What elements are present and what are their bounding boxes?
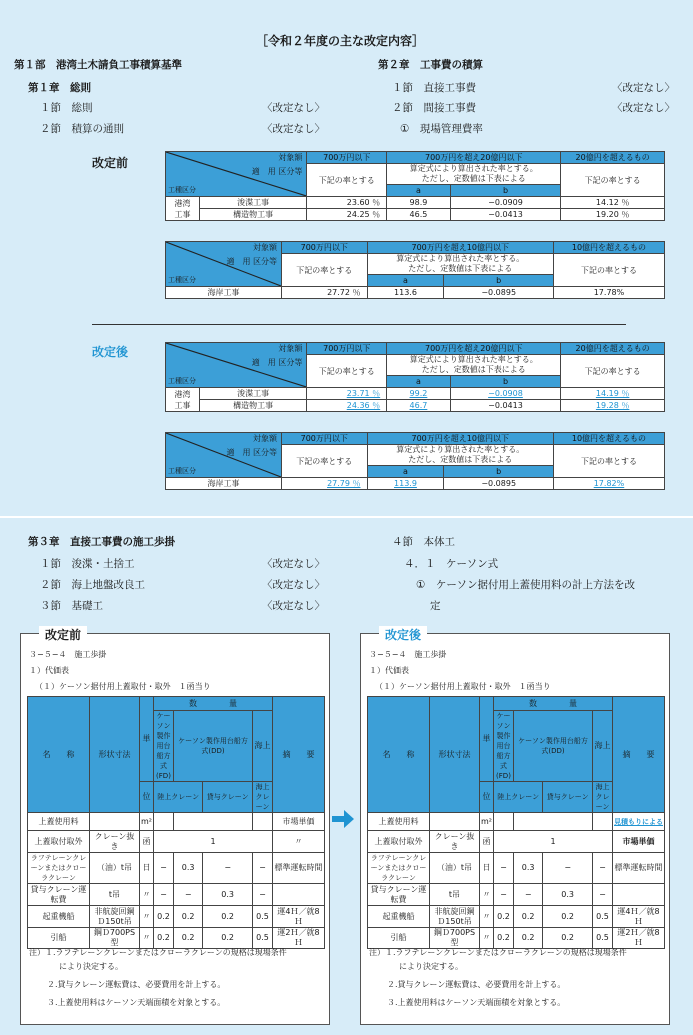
table-cell: 99.2 [387,388,451,400]
table-cell: 対象額 [278,344,303,353]
table-cell: 0.3 [543,884,593,906]
table-cell: 工種区分 [168,377,196,385]
table-cell: 位 [140,782,154,813]
table-cell: 起重機船 [368,906,430,928]
table-cell: 700万円を超え20億円以下 [387,343,561,355]
table-cell: 0.5 [253,928,273,949]
table-cell: 19.28 ％ [561,400,665,412]
table-cell: −0.0895 [444,478,554,490]
table-cell: 構造物工事 [200,400,307,412]
table-cell: 0.2 [203,906,253,928]
table-cell [514,813,593,831]
table-cell: 適 用 区分等 [251,358,303,367]
table-cell: 単 [480,697,494,782]
ch2-section-1: １節 直接工事費 [392,82,476,94]
section-1: １節 総則 [40,102,93,114]
table-cell: 0.2 [514,928,543,949]
table-cell: 0.3 [203,884,253,906]
ch3-section-3-status: 〈改定なし〉 [262,600,325,612]
table-cell: − [593,853,613,884]
table-cell: 17.78% [553,287,664,299]
table-cell: 1 [154,831,273,853]
table-cell: 陸上クレーン [494,782,543,813]
table-cell: − [253,853,273,884]
page-title: ［令和２年度の主な改定内容］ [256,34,425,48]
table-cell: 0.5 [593,928,613,949]
panel-code: ３−５−４ 施工歩掛 [369,650,447,659]
table-cell: − [494,884,514,906]
panel-after [360,628,670,1025]
table-cell: 工種区分 [168,467,196,475]
table-cell: 適 用 区分等 [226,257,277,266]
table-cell: 113.6 [367,287,444,299]
table-cell: 算定式により算出された率とする。 ただし、定数値は下表による [387,355,561,376]
table-cell: 27.72 ％ [282,287,368,299]
table-cell: ケーソン製作用台船方式(FD) [154,711,174,782]
cost-table-after [367,696,665,949]
table-cell: 対象額 [253,434,277,443]
table-cell: b [444,275,554,287]
table-cell: − [543,853,593,884]
table-cell [430,813,480,831]
table-cell: 非航旋回鋼Ｄ150t吊 [90,906,140,928]
table-cell: 形状寸法 [430,697,480,813]
section-separator [0,516,693,518]
table-cell: 日 [480,853,494,884]
table-cell: 対象額 [278,153,303,162]
rate-table-corner [166,242,282,287]
footnote-3: ３.上蓋使用料はケーソン天端面積を対象とする。 [47,998,226,1007]
footnote-1: 注）１.ラフテレーンクレーンまたはクローラクレーンの規格は現場条件 [369,948,627,957]
table-cell: 適 用 区分等 [226,448,277,457]
table-cell: − [154,884,174,906]
before-label: 改定前 [92,156,129,170]
table-cell: 函 [480,831,494,853]
table-cell: 〃 [273,831,325,853]
table-cell: 98.9 [387,197,451,209]
table-cell: 鋼Ｄ700PS型 [90,928,140,949]
table-cell: 17.82% [553,478,664,490]
table-cell: 構造物工事 [200,209,307,221]
table-cell: 23.71 ％ [307,388,387,400]
table-cell: 算定式により算出された率とする。 ただし、定数値は下表による [387,164,561,185]
ch2-section-1-status: 〈改定なし〉 [612,82,675,94]
part1-title: 第１部 港湾土木請負工事積算基準 [14,59,182,71]
table-cell: 46.7 [387,400,451,412]
table-cell: 24.36 ％ [307,400,387,412]
table-cell: 0.5 [253,906,273,928]
table-cell: a [367,466,444,478]
panel-before-title: 改定前 [39,626,87,643]
after-label: 改定後 [92,345,129,359]
table-cell: − [154,853,174,884]
table-cell: − [174,884,203,906]
table-cell: 見積もりによる [613,813,665,831]
table-cell: 27.79 ％ [282,478,368,490]
ch3-section-2-status: 〈改定なし〉 [262,579,325,591]
table-cell [273,884,325,906]
table-cell: 引船 [368,928,430,949]
table-cell: 20億円を超えるもの [561,152,665,164]
table-cell: ケーソン製作用台船方式(DD) [514,711,593,782]
table-cell: m² [140,813,154,831]
table-cell: 下記の率とする [282,254,368,287]
table-cell: 貸与クレーン運転費 [28,884,90,906]
table-cell: 浚渫工事 [200,197,307,209]
table-cell: 起重機船 [28,906,90,928]
table-cell: 10億円を超えるもの [553,242,664,254]
table-cell: 上蓋使用料 [28,813,90,831]
chapter1-title: 第１章 総則 [28,82,91,94]
panel-sub2: （１）ケーソン据付用上蓋取付・取外 １函当り [35,682,211,691]
table-cell: 海上クレーン [253,782,273,813]
table-cell: 14.12 ％ [561,197,665,209]
table-cell: b [444,466,554,478]
ch3-section-1-status: 〈改定なし〉 [262,558,325,570]
section-1-status: 〈改定なし〉 [262,102,325,114]
table-cell: 23.60 ％ [307,197,387,209]
table-cell: 〃 [140,884,154,906]
table-cell: 引船 [28,928,90,949]
table-cell: − [593,884,613,906]
table-cell: 非航旋回鋼Ｄ150t吊 [430,906,480,928]
table-cell: 貸与クレーン運転費 [368,884,430,906]
table-cell: 名 称 [28,697,90,813]
footnote-1b: により決定する。 [399,962,463,971]
rate-table-corner [166,152,307,197]
table-cell: 日 [140,853,154,884]
footnote-1: 注）１.ラフテレーンクレーンまたはクローラクレーンの規格は現場条件 [29,948,287,957]
table-cell: − [514,884,543,906]
panel-sub1: １）代価表 [369,666,409,675]
table-cell: 〃 [140,928,154,949]
footnote-2: ２.貸与クレーン運転費は、必要費用を計上する。 [47,980,226,989]
table-cell: 0.2 [543,928,593,949]
table-cell: t吊 [430,884,480,906]
table-cell: 海岸工事 [166,287,282,299]
table-cell: 0.3 [514,853,543,884]
table-cell: 〃 [480,928,494,949]
table-cell: 0.2 [494,928,514,949]
table-cell: 下記の率とする [282,445,368,478]
table-cell: 陸上クレーン [154,782,203,813]
table-cell: 対象額 [253,243,277,252]
table-cell: 700万円以下 [282,242,368,254]
table-cell: 港湾 工事 [166,388,200,412]
table-cell: −0.0908 [450,388,561,400]
table-cell: 名 称 [368,697,430,813]
table-cell: クレーン抜き [90,831,140,853]
table-cell: 函 [140,831,154,853]
divider [92,324,626,325]
ch2-item-1: ① 現場管理費率 [400,123,483,135]
section-2-status: 〈改定なし〉 [262,123,325,135]
table-cell: 0.2 [154,928,174,949]
table-cell: 運4Ｈ／就8Ｈ [273,906,325,928]
table-cell: a [387,185,451,197]
table-cell: 貸与クレーン [543,782,593,813]
ch3-section-2: ２節 海上地盤改良工 [40,579,145,591]
table-cell: m² [480,813,494,831]
table-cell: 形状寸法 [90,697,140,813]
table-cell: 下記の率とする [561,164,665,197]
ch3-section-1: １節 浚渫・土捨工 [40,558,135,570]
panel-sub2: （１）ケーソン据付用上蓋取付・取外 １函当り [375,682,551,691]
table-cell: b [450,185,561,197]
ch3-item-1: ① ケーソン据付用上蓋使用料の計上方法を改 [416,579,635,591]
table-cell: 0.2 [494,906,514,928]
table-cell: a [367,275,444,287]
table-cell [174,813,253,831]
table-cell [253,813,273,831]
table-cell: −0.0413 [450,209,561,221]
ch3-item-1-cont: 定 [430,600,441,612]
table-cell: 1 [494,831,613,853]
table-cell: 0.2 [174,906,203,928]
table-cell: 113.9 [367,478,444,490]
table-cell: 下記の率とする [553,254,664,287]
rate-table-corner [166,433,282,478]
table-cell: 標準運転時間 [613,853,665,884]
table-cell: 20億円を超えるもの [561,343,665,355]
rate-table-after-port [165,342,665,412]
rate-table-before-coast [165,241,665,299]
table-cell: 0.5 [593,906,613,928]
table-cell [494,813,514,831]
ch3-section-3: ３節 基礎工 [40,600,103,612]
table-cell: − [253,884,273,906]
table-cell: 標準運転時間 [273,853,325,884]
table-cell: （油）t吊 [90,853,140,884]
table-cell: 下記の率とする [553,445,664,478]
footnote-2: ２.貸与クレーン運転費は、必要費用を計上する。 [387,980,566,989]
panel-after-title: 改定後 [379,626,427,643]
table-cell: ラフテレーンクレーンまたはクローラクレーン [28,853,90,884]
table-cell: ケーソン製作用台船方式(FD) [494,711,514,782]
table-cell: 下記の率とする [307,164,387,197]
table-cell: − [494,853,514,884]
cost-table-before [27,696,325,949]
table-cell: 上蓋取付取外 [368,831,430,853]
table-cell: 海上クレーン [593,782,613,813]
footnote-1b: により決定する。 [59,962,123,971]
footnote-3: ３.上蓋使用料はケーソン天端面積を対象とする。 [387,998,566,1007]
table-cell: 海上 [253,711,273,782]
table-cell: −0.0895 [444,287,554,299]
table-cell: （油）t吊 [430,853,480,884]
table-cell: 運2Ｈ／就8Ｈ [613,928,665,949]
section-2: ２節 積算の通則 [40,123,124,135]
table-cell: 0.2 [543,906,593,928]
panel-code: ３−５−４ 施工歩掛 [29,650,107,659]
table-cell: 港湾 工事 [166,197,200,221]
chapter2-title: 第２章 工事費の積算 [378,59,483,71]
table-cell: 位 [480,782,494,813]
table-cell: 単 [140,697,154,782]
table-cell: 〃 [480,906,494,928]
table-cell: 市場単価 [613,831,665,853]
table-cell: 算定式により算出された率とする。 ただし、定数値は下表による [367,254,553,275]
table-cell: 数 量 [154,697,273,711]
table-cell: 〃 [140,906,154,928]
ch2-section-2: ２節 間接工事費 [392,102,476,114]
ch3-section-4: ４節 本体工 [392,536,455,548]
table-cell [90,813,140,831]
rate-table-corner [166,343,307,388]
table-cell: クレーン抜き [430,831,480,853]
ch2-section-2-status: 〈改定なし〉 [612,102,675,114]
table-cell: 700万円以下 [307,152,387,164]
table-cell: ケーソン製作用台船方式(DD) [174,711,253,782]
table-cell: 0.3 [174,853,203,884]
table-cell: − [203,853,253,884]
ch3-section-4-1: ４．１ ケーソン式 [404,558,499,570]
table-cell: −0.0909 [450,197,561,209]
table-cell: 0.2 [174,928,203,949]
table-cell: 下記の率とする [307,355,387,388]
table-cell: 700万円を超え10億円以下 [367,433,553,445]
table-cell [593,813,613,831]
table-cell: 市場単価 [273,813,325,831]
table-cell: 〃 [480,884,494,906]
table-cell: 数 量 [494,697,613,711]
table-cell: 鋼Ｄ700PS型 [430,928,480,949]
table-cell: 貸与クレーン [203,782,253,813]
table-cell: 700万円以下 [307,343,387,355]
table-cell: 700万円を超え20億円以下 [387,152,561,164]
rate-table-before-port [165,151,665,221]
rate-table-after-coast [165,432,665,490]
table-cell: 10億円を超えるもの [553,433,664,445]
table-cell: 海上 [593,711,613,782]
table-cell: 14.19 ％ [561,388,665,400]
chapter3-title: 第３章 直接工事費の施工歩掛 [28,536,175,548]
table-cell: 浚渫工事 [200,388,307,400]
table-cell: 46.5 [387,209,451,221]
table-cell: b [450,376,561,388]
table-cell: ラフテレーンクレーンまたはクローラクレーン [368,853,430,884]
table-cell: a [387,376,451,388]
table-cell: 運2Ｈ／就8Ｈ [273,928,325,949]
table-cell: 下記の率とする [561,355,665,388]
table-cell: 適 用 区分等 [251,167,303,176]
table-cell: 0.2 [154,906,174,928]
right-arrow-icon [332,810,354,828]
table-cell: 上蓋使用料 [368,813,430,831]
table-cell: t吊 [90,884,140,906]
table-cell: 24.25 ％ [307,209,387,221]
table-cell: 工種区分 [168,276,196,284]
table-cell: 摘 要 [273,697,325,813]
table-cell: 運4Ｈ／就8Ｈ [613,906,665,928]
table-cell: 19.20 ％ [561,209,665,221]
table-cell: 摘 要 [613,697,665,813]
panel-before [20,628,330,1025]
table-cell: −0.0413 [450,400,561,412]
table-cell: 海岸工事 [166,478,282,490]
table-cell: 700万円以下 [282,433,368,445]
table-cell [154,813,174,831]
table-cell: 上蓋取付取外 [28,831,90,853]
table-cell: 700万円を超え10億円以下 [367,242,553,254]
table-cell: 0.2 [514,906,543,928]
panel-sub1: １）代価表 [29,666,69,675]
table-cell: 算定式により算出された率とする。 ただし、定数値は下表による [367,445,553,466]
table-cell: 0.2 [203,928,253,949]
table-cell [613,884,665,906]
table-cell: 工種区分 [168,186,196,194]
